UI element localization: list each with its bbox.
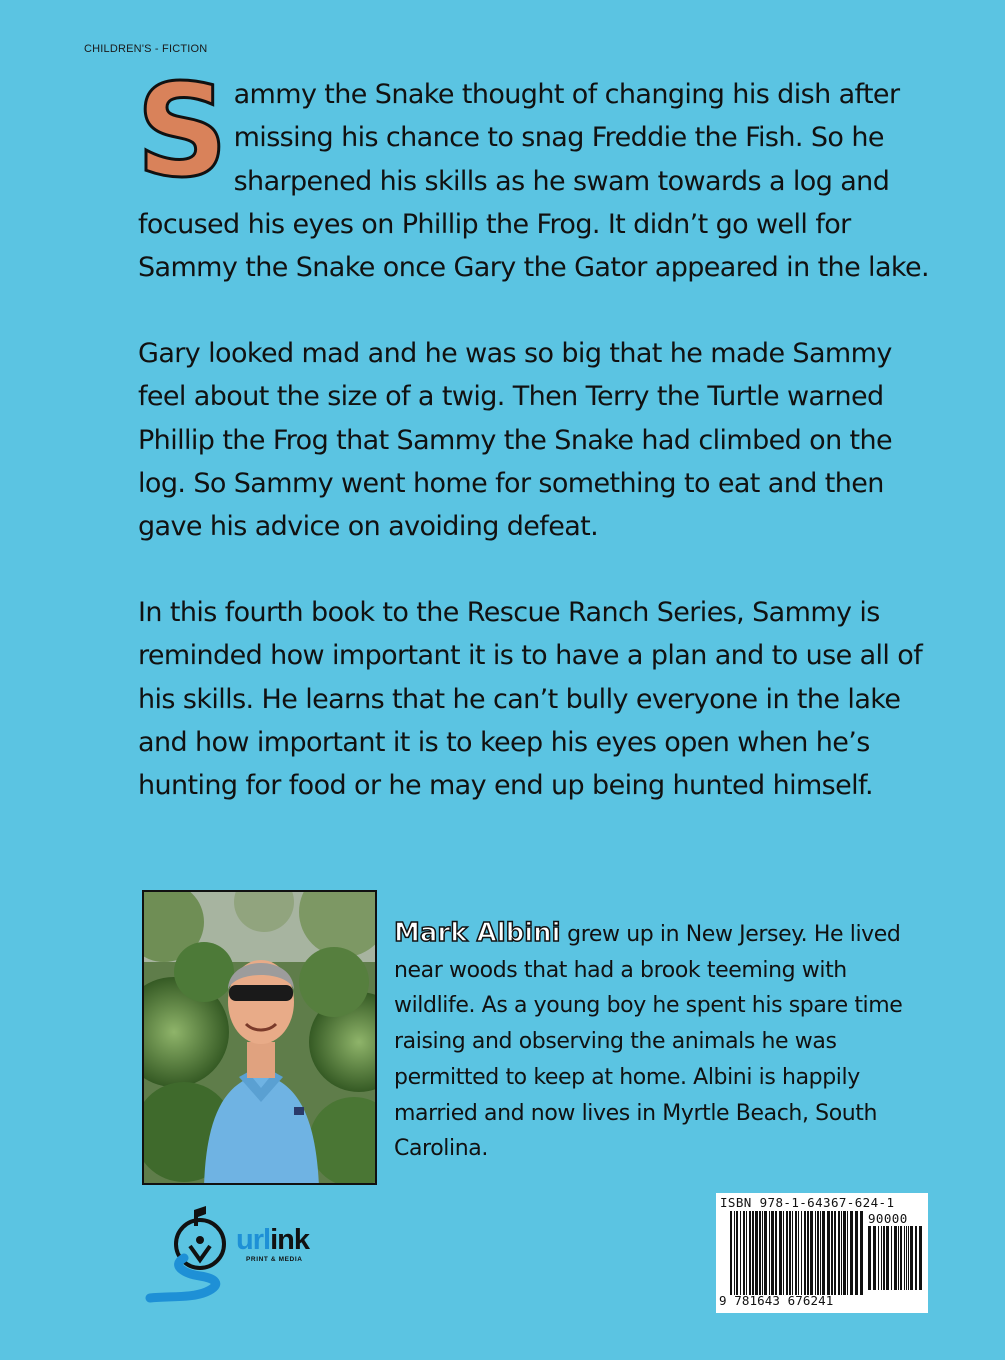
blurb-paragraph-3	[138, 591, 938, 807]
blurb-text-3: In this fourth book to the Rescue Ranch Series, Sammy is reminded how important it is to have a plan and to use all of his skills. He learns that he can’t bully everyone in the lake and how important it is to keep his eyes open when he’s hunting for food or he may end up being hunted himself.	[138, 597, 923, 802]
barcode-bars	[730, 1211, 864, 1295]
price-barcode-bars	[868, 1226, 924, 1290]
price-code: 90000	[868, 1211, 908, 1226]
isbn-barcode	[716, 1193, 928, 1313]
author-photo-illustration	[144, 892, 377, 1185]
author-bio	[394, 916, 934, 1167]
author-photo	[142, 890, 377, 1185]
blurb-paragraph-2	[138, 332, 938, 548]
publisher-tagline: PRINT & MEDIA	[246, 1256, 303, 1263]
drop-cap: S	[136, 57, 228, 206]
category-label: CHILDREN'S - FICTION	[84, 43, 208, 55]
isbn-digits: 9 781643 676241	[719, 1293, 834, 1308]
blurb-paragraph-1	[136, 57, 938, 289]
blurb-text-1: ammy the Snake thought of changing his dish after missing his chance to snag Freddie the Fish. So he sharpened his skills as he swam towards a log and focused his eyes on Phillip the Frog. It didn’t go well for Sammy the Snake once Gary the Gator appeared in the lake.	[138, 79, 929, 284]
author-bio-text: grew up in New Jersey. He lived near woods that had a brook teeming with wildlife. As a young boy he spent his spare time raising and observing the animals he was permitted to keep at home. Albini is happily married and now lives in Myrtle Beach, South Carolina.	[394, 922, 903, 1162]
publisher-logo	[140, 1196, 340, 1308]
blurb-text-2: Gary looked mad and he was so big that he made Sammy feel about the size of a twig. Then Terry the Turtle warned Phillip the Frog that Sammy the Snake had climbed on the log. So Sammy went home for something to eat and then gave his advice on avoiding defeat.	[138, 338, 893, 543]
publisher-logo-mark	[140, 1196, 250, 1308]
publisher-name: urlink	[236, 1224, 309, 1256]
isbn-label: ISBN 978-1-64367-624-1	[720, 1195, 895, 1210]
author-name: Mark Albini	[394, 918, 561, 948]
